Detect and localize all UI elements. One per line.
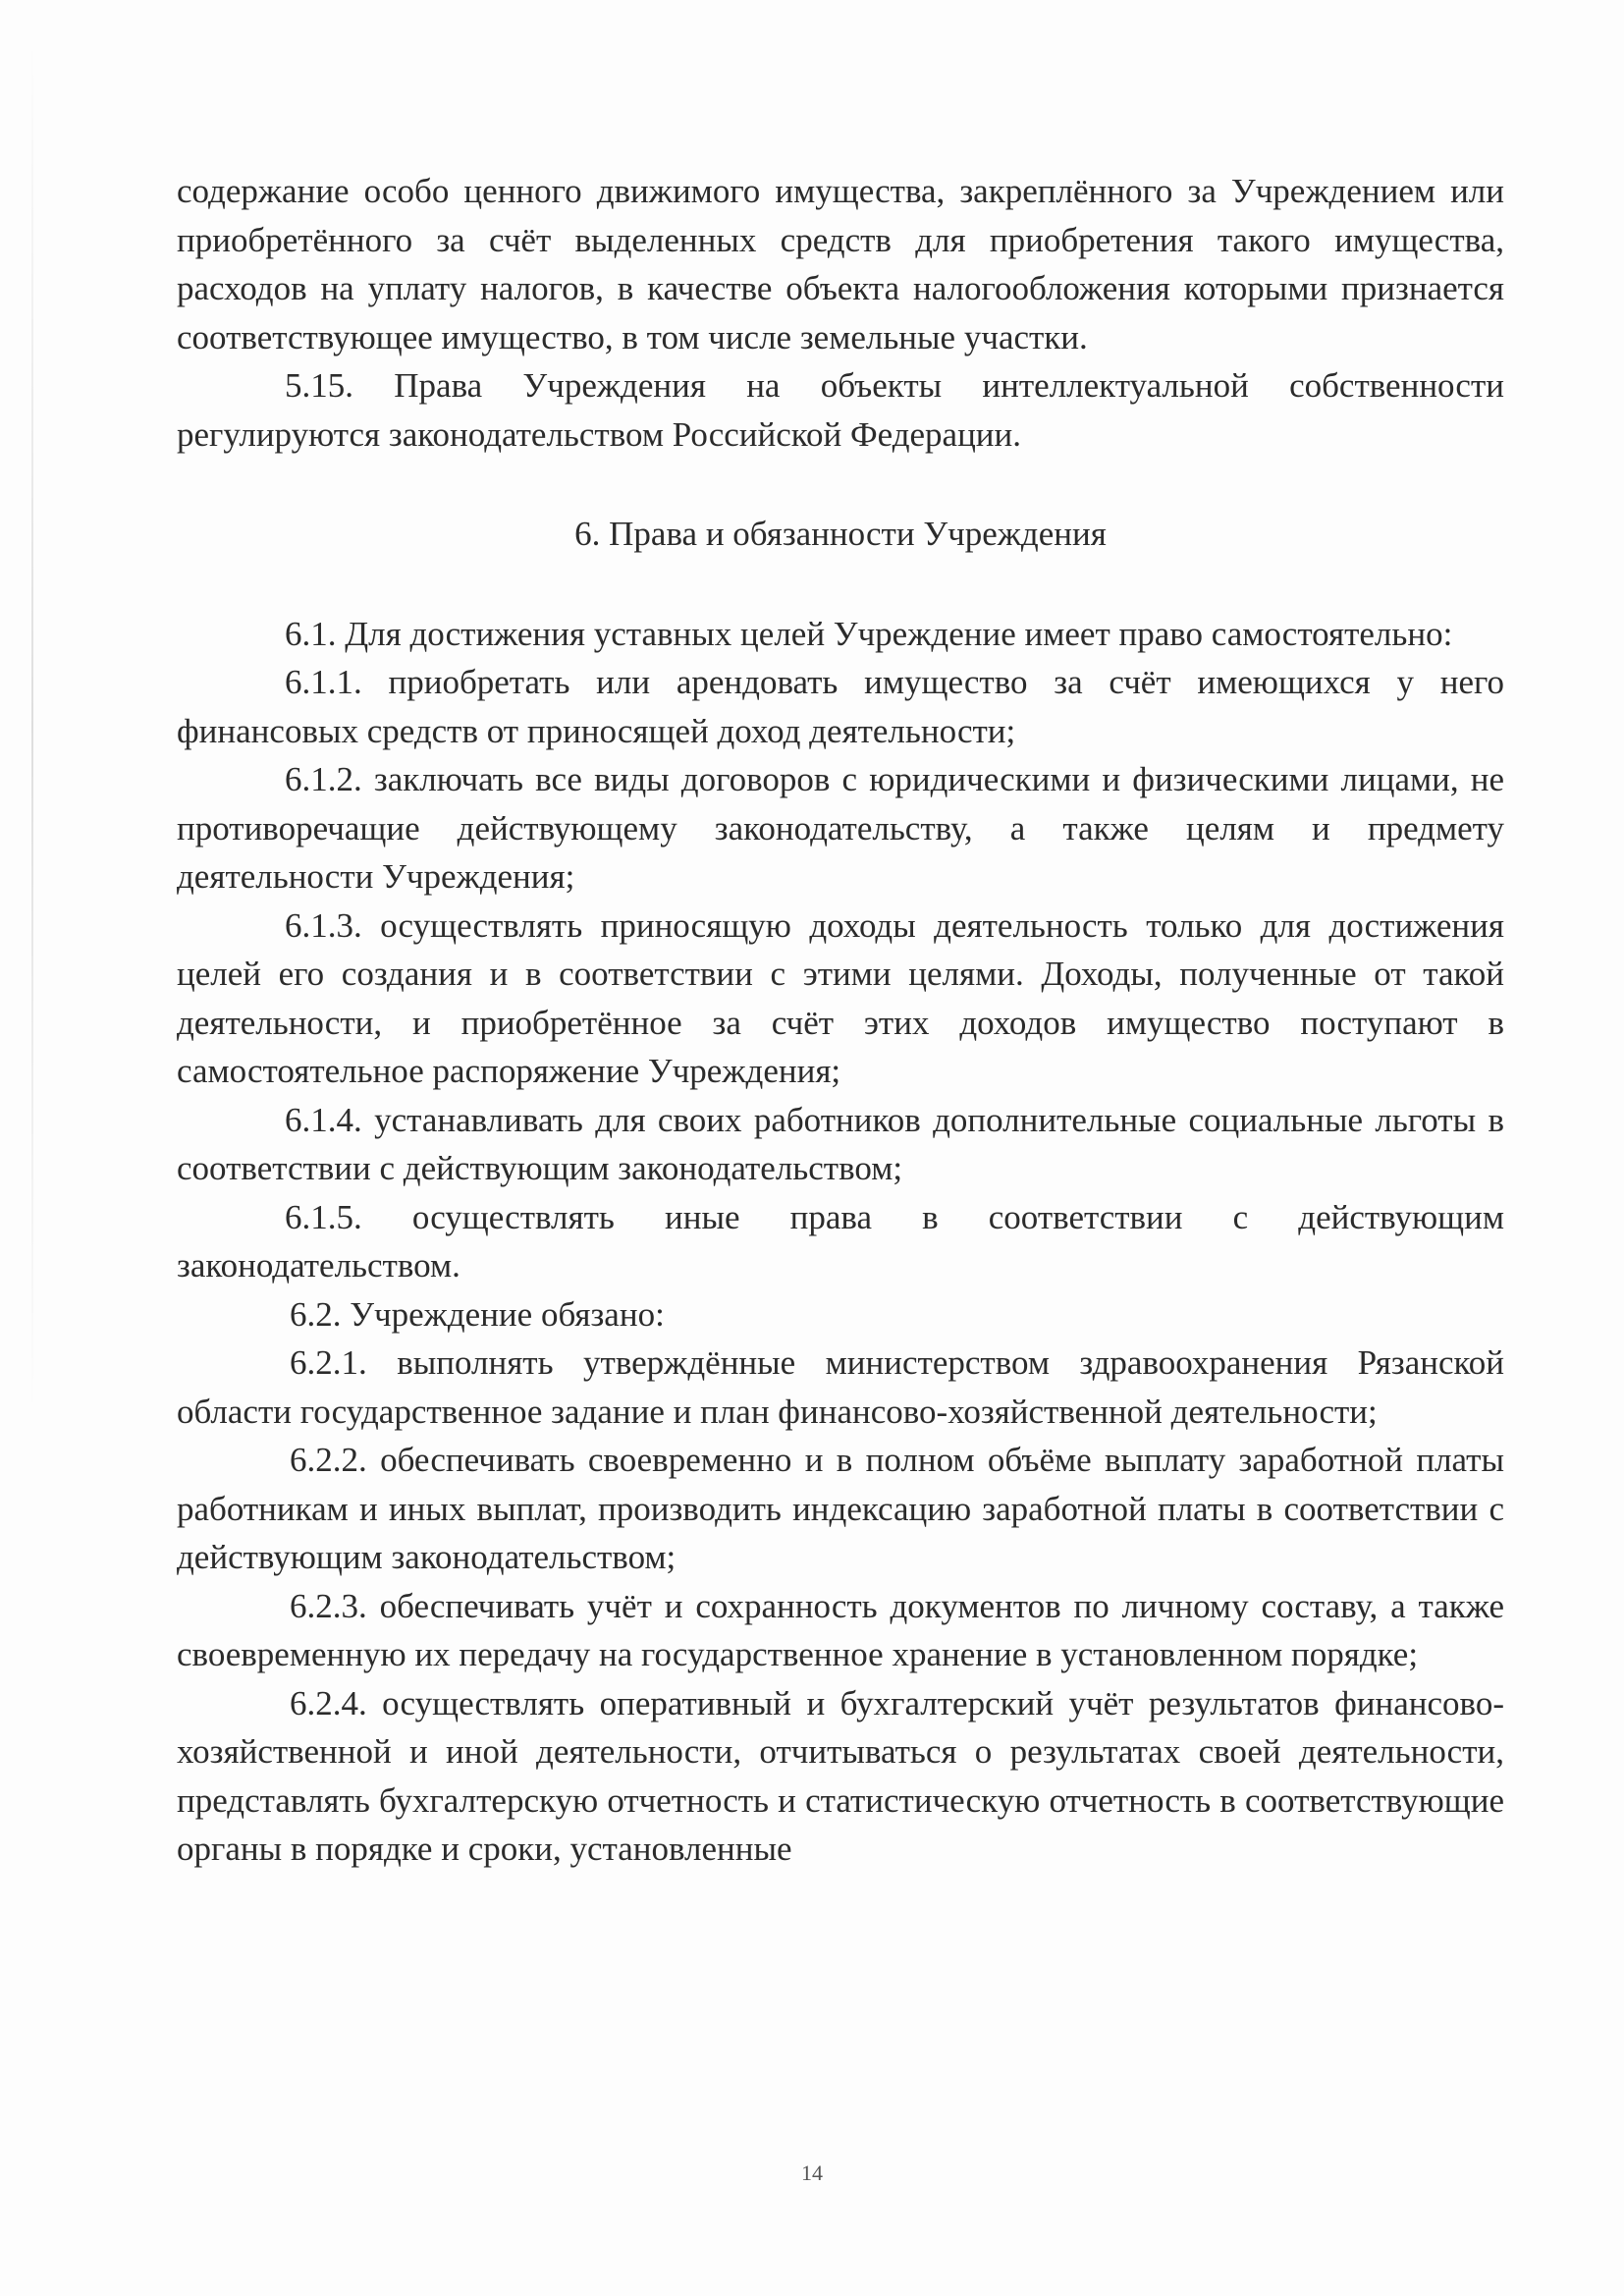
paragraph-6-1-4: 6.1.4. устанавливать для своих работников дополнительные социальные льготы в соответствии с действующим законодательством;	[177, 1100, 1504, 1187]
paragraph-6-2-4: 6.2.4. осуществлять оперативный и бухгалтерский учёт результатов финансово-хозяйственной и иной деятельности, отчитываться о результатах своей деятельности, представлять бухгалтерскую отчетность и статистическую отчетность в соответствующие органы в порядке и сроки, установленные	[177, 1683, 1504, 1868]
paragraph-5-15: 5.15. Права Учреждения на объекты интеллектуальной собственности регулируются законодательством Российской Федерации.	[177, 366, 1504, 454]
paragraph-6-1: 6.1. Для достижения уставных целей Учреждение имеет право самостоятельно:	[285, 614, 1453, 653]
section-heading: 6. Права и обязанности Учреждения	[574, 515, 1107, 553]
scan-edge-shadow	[31, 39, 33, 1414]
paragraph-6-2-3: 6.2.3. обеспечивать учёт и сохранность документов по личному составу, а также своевременную их передачу на государственное хранение в установленном порядке;	[177, 1586, 1504, 1673]
document-body	[177, 167, 1504, 1874]
paragraph-6-2-2: 6.2.2. обеспечивать своевременно и в полном объёме выплату заработной платы работникам и иных выплат, производить индексацию заработной платы в соответствии с действующим законодательством;	[177, 1441, 1504, 1576]
paragraph-6-1-3: 6.1.3. осуществлять приносящую доходы деятельность только для достижения целей его создания и в соответствии с этими целями. Доходы, полученные от такой деятельности, и приобретённое за счёт этих доходов имущество поступают в самостоятельное распоряжение Учреждения;	[177, 905, 1504, 1090]
page-number: 14	[801, 2160, 823, 2185]
paragraph-6-1-5: 6.1.5. осуществлять иные права в соответствии с действующим законодательством.	[177, 1197, 1504, 1285]
paragraph-6-2: 6.2. Учреждение обязано:	[290, 1294, 665, 1334]
paragraph-continuation: содержание особо ценного движимого имущества, закреплённого за Учреждением или приобретённого за счёт выделенных средств для приобретения такого имущества, расходов на уплату налогов, в качестве объекта налогообложения которыми признается соответствующее имущество, в том числе земельные участки.	[177, 172, 1504, 356]
paragraph-6-1-1: 6.1.1. приобретать или арендовать имущество за счёт имеющихся у него финансовых средств от приносящей доход деятельности;	[177, 663, 1504, 750]
paragraph-6-1-2: 6.1.2. заключать все виды договоров с юридическими и физическими лицами, не противоречащие действующему законодательству, а также целям и предмету деятельности Учреждения;	[177, 760, 1504, 896]
paragraph-6-2-1: 6.2.1. выполнять утверждённые министерством здравоохранения Рязанской области государственное задание и план финансово-хозяйственной деятельности;	[177, 1343, 1504, 1431]
